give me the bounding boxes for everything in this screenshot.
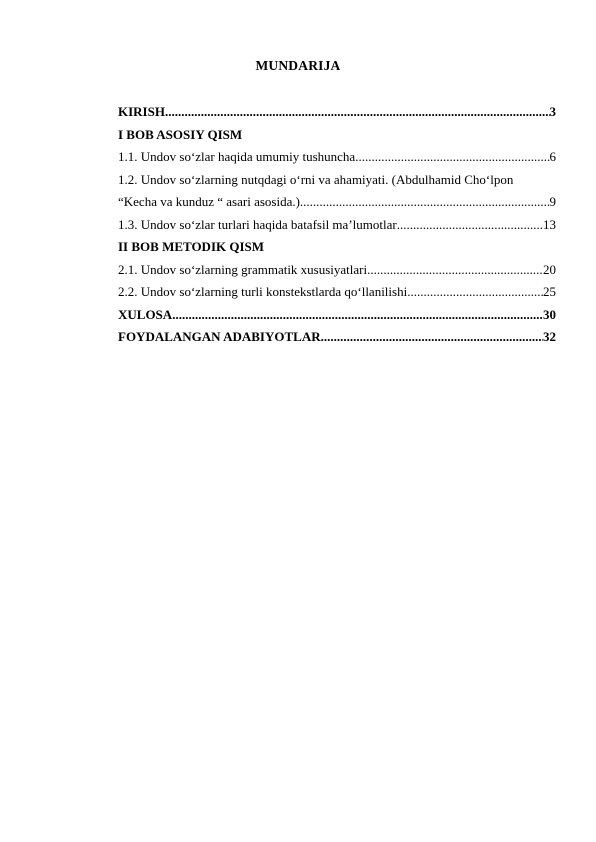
toc-leader-dots: [367, 262, 543, 278]
toc-page-number: 25: [543, 284, 556, 299]
toc-page-number: 6: [549, 149, 556, 164]
toc-entry-text: “Kecha va kunduz “ asari asosida.): [118, 194, 300, 209]
toc-entry-text: 2.2. Undov so‘zlarning turli konstekstlarda qo‘llanilishi: [118, 284, 408, 299]
toc-entry-xulosa: [118, 307, 556, 330]
toc-entry-2-2: [118, 284, 556, 307]
toc-leader-dots: [407, 284, 543, 300]
toc-heading-bob-1: [118, 127, 556, 150]
toc-page-number: 20: [543, 261, 556, 277]
toc-entry-1-3: [118, 217, 556, 240]
toc-leader-dots: [397, 217, 543, 233]
toc-entry-text: XULOSA: [118, 306, 173, 322]
toc-entry-text: FOYDALANGAN ADABIYOTLAR: [118, 329, 321, 344]
toc-page-number: 3: [549, 104, 556, 119]
toc-entry-2-1: [118, 262, 556, 285]
toc-entry-text: 1.2. Undov so‘zlarning nutqdagi o‘rni va ahamiyati. (Abdulhamid Cho‘lpon: [118, 171, 514, 187]
toc-leader-dots: [300, 194, 550, 210]
toc-entry-text: KIRISH: [118, 104, 165, 119]
table-of-contents: [118, 104, 556, 352]
toc-leader-dots: [355, 149, 549, 165]
toc-entry-text: 1.1. Undov so‘zlar haqida umumiy tushuncha: [118, 149, 356, 164]
toc-page-number: 9: [549, 194, 556, 209]
toc-entry-text: I BOB ASOSIY QISM: [118, 126, 243, 142]
toc-entry-text: 1.3. Undov so‘zlar turlari haqida batafsil ma’lumotlar: [118, 216, 397, 232]
toc-entry-1-2-line-1: [118, 172, 556, 195]
toc-entry-1-1: [118, 149, 556, 172]
toc-entry-kirish: [118, 104, 556, 127]
page-title: MUNDARIJA: [255, 58, 341, 73]
toc-entry-adabiyotlar: [118, 329, 556, 352]
toc-entry-1-2-line-2: [118, 194, 556, 217]
toc-leader-dots: [321, 329, 543, 345]
toc-leader-dots: [165, 104, 550, 120]
toc-page-number: 32: [543, 329, 556, 344]
toc-leader-dots: [172, 307, 543, 323]
toc-page-number: 13: [543, 216, 556, 232]
toc-entry-text: 2.1. Undov so‘zlarning grammatik xususiyatlari: [118, 261, 368, 277]
toc-heading-bob-2: [118, 239, 556, 262]
toc-entry-text: II BOB METODIK QISM: [118, 239, 265, 254]
toc-page-number: 30: [543, 306, 556, 322]
